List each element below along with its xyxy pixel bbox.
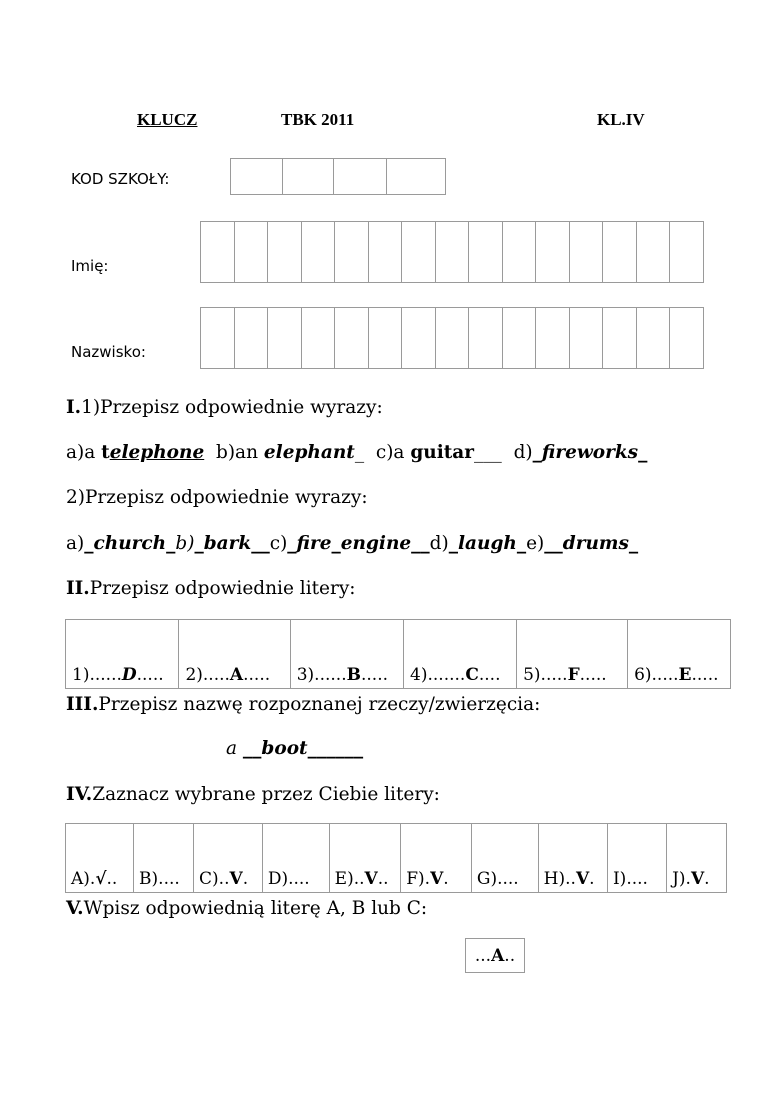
section-4-answer-cell (134, 824, 194, 893)
item-b-answer: elephant (263, 442, 355, 463)
option-label: E).. (334, 869, 365, 889)
item-c-tail: ___ (474, 442, 502, 463)
first-name-boxes[interactable] (200, 221, 704, 283)
option-label: D).... (267, 869, 310, 889)
answer-dots: ..... (243, 665, 271, 685)
name-box[interactable] (570, 222, 603, 282)
item-d-prefix: d) (513, 442, 533, 463)
answer-letter: C (465, 665, 479, 685)
item-b-tail: _ (354, 442, 365, 463)
name-box[interactable] (603, 308, 637, 368)
section-4-heading (66, 784, 440, 805)
section-2-answer-cell (66, 620, 179, 689)
name-box[interactable] (469, 308, 503, 368)
option-mark: V (575, 869, 590, 889)
school-code-box[interactable] (387, 159, 446, 194)
name-box[interactable] (268, 308, 302, 368)
section-4-answer-cell (329, 824, 401, 893)
section-3-answer-word: __boot______ (242, 738, 364, 759)
answer-number: 1)...... (72, 665, 122, 685)
item-2e-answer: __drums_ (544, 533, 639, 554)
section-2-answer-cell (179, 620, 290, 689)
option-label: G).... (476, 869, 519, 889)
last-name-label: Nazwisko: (71, 343, 146, 361)
answer-number: 2)..... (185, 665, 230, 685)
answer-number: 4)....... (410, 665, 466, 685)
section-4-answer-cell (401, 824, 472, 893)
item-2a-prefix: a) (66, 533, 85, 554)
check-mark-icon: √ (95, 869, 107, 889)
answer-letter: A (229, 665, 244, 685)
school-code-label: KOD SZKOŁY: (71, 170, 170, 188)
section-4-title: Zaznacz wybrane przez Ciebie litery: (92, 784, 440, 805)
answer-letter: E (678, 665, 692, 685)
name-box[interactable] (503, 308, 536, 368)
name-box[interactable] (402, 222, 436, 282)
school-code-box[interactable] (231, 159, 283, 194)
name-box[interactable] (201, 222, 235, 282)
answer-letter: B (346, 665, 361, 685)
option-dots: . (704, 869, 710, 889)
section-5-pre: ... (474, 945, 492, 966)
name-box[interactable] (335, 308, 369, 368)
option-label: I).... (612, 869, 648, 889)
section-3-answer-prefix: a (226, 738, 243, 759)
answer-number: 5)..... (523, 665, 568, 685)
section-2-answer-cell (517, 620, 628, 689)
answer-number: 3)...... (296, 665, 347, 685)
first-name-label: Imię: (71, 257, 109, 275)
section-2-answer-cell (290, 620, 403, 689)
section-1-answers-row-2 (66, 533, 638, 554)
name-box[interactable] (570, 308, 603, 368)
name-box[interactable] (402, 308, 436, 368)
school-code-box[interactable] (334, 159, 387, 194)
task-1-title: 1)Przepisz odpowiednie wyrazy: (81, 397, 383, 418)
section-5-post: .. (504, 945, 516, 966)
item-2c-prefix: c) (269, 533, 288, 554)
name-box[interactable] (536, 222, 570, 282)
item-d-answer: _fireworks_ (532, 442, 648, 463)
section-2-answer-cell (404, 620, 517, 689)
section-3-answer (226, 738, 363, 759)
option-label: J). (672, 869, 691, 889)
name-box[interactable] (201, 308, 235, 368)
answer-letter: D (121, 665, 137, 685)
section-4-answer-cell (262, 824, 329, 893)
name-box[interactable] (670, 222, 704, 282)
contest-title: TBK 2011 (281, 110, 355, 129)
item-a-answer: elephone (109, 442, 205, 463)
task-2-title: 2)Przepisz odpowiednie wyrazy: (66, 487, 368, 508)
option-dots: . (589, 869, 595, 889)
item-b-prefix: b)an (216, 442, 264, 463)
option-label: F). (406, 869, 431, 889)
section-2-number: II. (66, 578, 90, 599)
option-dots: .. (106, 869, 118, 889)
grade-label: KL.IV (597, 110, 645, 129)
option-dots: .. (377, 869, 389, 889)
option-label: C).. (199, 869, 230, 889)
school-code-box[interactable] (283, 159, 334, 194)
name-box[interactable] (302, 222, 335, 282)
section-2-heading (66, 578, 356, 599)
section-5-title: Wpisz odpowiednią literę A, B lub C: (83, 898, 428, 919)
option-dots: . (242, 869, 249, 889)
answer-dots: ..... (136, 665, 164, 685)
option-mark: V (364, 869, 378, 889)
answer-dots: .... (478, 665, 501, 685)
answer-letter: F (567, 665, 580, 685)
section-5-answer-box (465, 938, 525, 973)
section-4-answer-cell (471, 824, 538, 893)
section-5-number: V. (66, 898, 84, 919)
name-box[interactable] (637, 222, 670, 282)
section-4-answer-cell (194, 824, 263, 893)
option-label: A). (71, 869, 96, 889)
section-2-answer-table (65, 619, 731, 689)
name-box[interactable] (536, 308, 570, 368)
section-2-answer-cell (628, 620, 731, 689)
item-2c-answer: _fire_engine__ (287, 533, 430, 554)
item-a-first-letter: t (101, 442, 110, 463)
section-4-answer-cell (667, 824, 727, 893)
section-3-title: Przepisz nazwę rozpoznanej rzeczy/zwierzęcia: (98, 694, 541, 715)
option-mark: V (229, 869, 243, 889)
section-1-number: I. (66, 397, 82, 418)
item-2d-answer: _laugh_ (448, 533, 527, 554)
item-c-prefix: c)a (375, 442, 411, 463)
item-c-answer: guitar (410, 442, 475, 463)
name-box[interactable] (503, 222, 536, 282)
name-box[interactable] (436, 222, 469, 282)
answer-dots: ..... (691, 665, 719, 685)
item-2a-answer: _church_ (84, 533, 176, 554)
item-a-prefix: a)a (66, 442, 102, 463)
answer-dots: ..... (360, 665, 389, 685)
section-4-answer-cell (66, 824, 134, 893)
name-box[interactable] (369, 308, 402, 368)
answer-dots: ..... (579, 665, 607, 685)
name-box[interactable] (637, 308, 670, 368)
section-4-answer-table (65, 823, 727, 893)
option-mark: V (430, 869, 444, 889)
option-dots: . (443, 869, 449, 889)
item-2e-prefix: e) (526, 533, 545, 554)
section-4-answer-cell (538, 824, 607, 893)
section-4-answer-cell (607, 824, 666, 893)
section-1-heading (66, 397, 383, 418)
section-1-answers-row-1 (66, 442, 647, 463)
name-box[interactable] (670, 308, 704, 368)
last-name-boxes[interactable] (200, 307, 704, 369)
item-2d-prefix: d) (429, 533, 449, 554)
section-5-heading (66, 898, 427, 919)
answer-key-label: KLUCZ (137, 110, 198, 129)
name-box[interactable] (436, 308, 469, 368)
name-box[interactable] (235, 308, 268, 368)
section-3-heading (66, 694, 540, 715)
section-3-number: III. (66, 694, 99, 715)
option-label: B).... (139, 869, 180, 889)
option-mark: V (690, 869, 705, 889)
item-2b-prefix: b) (175, 533, 195, 554)
option-label: H).. (543, 869, 576, 889)
name-box[interactable] (603, 222, 637, 282)
section-4-number: IV. (66, 784, 93, 805)
section-2-title: Przepisz odpowiednie litery: (89, 578, 356, 599)
name-box[interactable] (302, 308, 335, 368)
name-box[interactable] (268, 222, 302, 282)
name-box[interactable] (335, 222, 369, 282)
name-box[interactable] (369, 222, 402, 282)
answer-number: 6)..... (634, 665, 679, 685)
item-2b-answer: _bark__ (194, 533, 270, 554)
section-5-answer-letter: A (491, 945, 505, 966)
school-code-boxes[interactable] (230, 158, 446, 195)
name-box[interactable] (469, 222, 503, 282)
name-box[interactable] (235, 222, 268, 282)
